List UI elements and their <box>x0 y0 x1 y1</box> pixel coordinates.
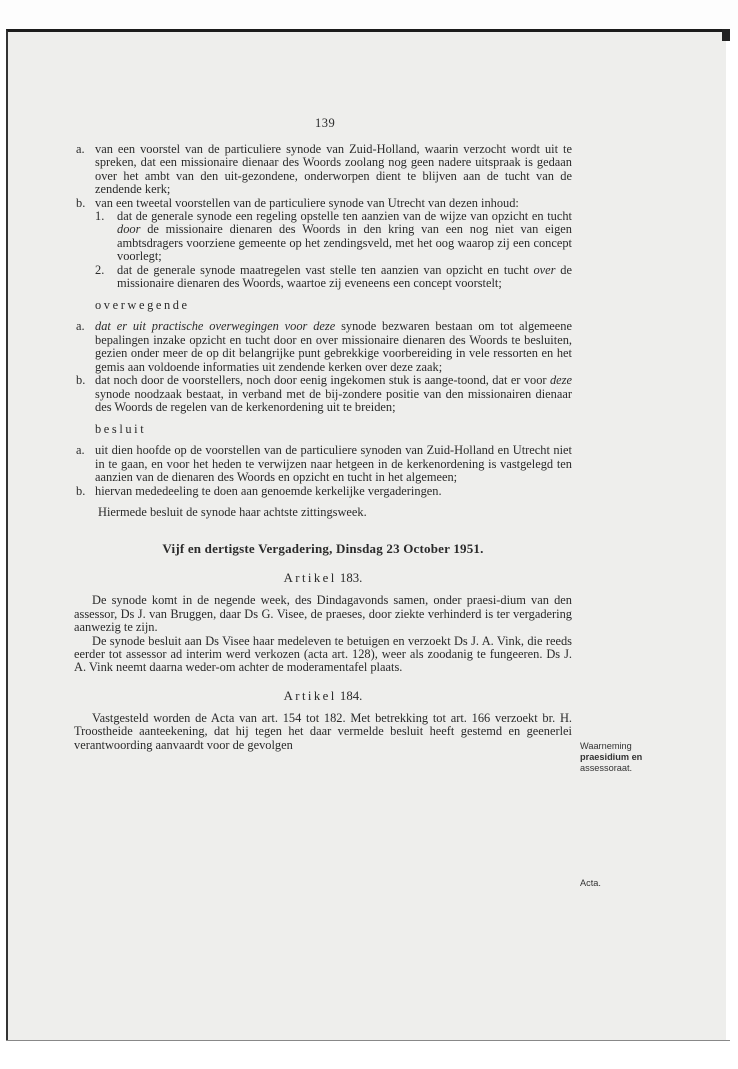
scan-background-bottom <box>6 1040 730 1069</box>
list-item: b. van een tweetal voorstellen van de particuliere synode van Utrecht van dezen inhoud: <box>76 195 519 210</box>
proposals-list <box>74 143 572 752</box>
article-184-heading: Artikel 184. <box>283 688 363 703</box>
list-item: a. dat er uit practische overwegingen voor deze synode bezwaren bestaan om tot algemeene bepalingen inzake opzicht en tucht door en over missionaire dienaren des Woords te besluiten, gezien onder meer de op dit belangrijke punt gebrekkige voorbereiding in vele ressorten en het gemis aan voldoende informaties uit zendende kerken over deze zaak; <box>76 319 572 374</box>
margin-note-183: Waarneming praesidium en assessoraat. <box>580 741 643 773</box>
list-item: a. uit dien hoofde op de voorstellen van de particuliere synoden van Zuid-Holland en Utrecht niet in te gaan, en voor het heden te verwijzen naar hetgeen in de kerkenordening is vastgelegd ten aanzien van de dienaren des Woords en opzicht en tucht in het algemeen; <box>76 443 572 485</box>
article-183-paragraph: De synode besluit aan Ds Visee haar medeleven te betuigen en verzoekt Ds J. A. Vink, die reeds eerder tot assessor ad interim werd verkozen (acta art. 128), weer als zoodanig te fungeeren. Ds J. A. Vink neemt daarna weder-om achter de moderamentafel plaats. <box>74 633 572 675</box>
scan-background-top <box>0 0 738 30</box>
considering-heading: overwegende <box>95 298 190 313</box>
page-edge-shadow <box>722 29 730 41</box>
article-184-paragraph: Vastgesteld worden de Acta van art. 154 tot 182. Met betrekking tot art. 166 verzoekt br. H. Troostheide aanteekening, dat hij tegen het daar vermelde besluit heeft gestemd en geenerlei verantwoording aanvaardt voor de gevolgen <box>74 710 572 752</box>
meeting-heading: Vijf en dertigste Vergadering, Dinsdag 23 October 1951. <box>162 541 484 557</box>
list-item: a. van een voorstel van de particuliere synode van Zuid-Holland, waarin verzocht wordt uit te spreken, dat een missionaire dienaar des Woords zoolang nog geen nadere uitspraak is gedaan over het ambt van den uit-gezondene, onderworpen dient te blijven aan de tucht van de zendende kerk; <box>76 142 572 197</box>
decides-heading: besluit <box>95 422 147 437</box>
margin-note-184: Acta. <box>580 878 601 888</box>
list-item: b. dat noch door de voorstellers, noch door eenig ingekomen stuk is aange-toond, dat er voor deze synode noodzaak bestaat, in verband met de bij-zondere positie van den missionairen dienaar des Woords de regelen van de kerkenordening uit te breiden; <box>76 373 572 414</box>
article-183-paragraph: De synode komt in de negende week, des Dindagavonds samen, onder praesi-dium van den assessor, Ds J. van Bruggen, daar Ds G. Visee, de praeses, door ziekte verhinderd is ter vergadering aanwezig te zijn. <box>74 593 572 635</box>
list-item: b. hiervan mededeeling te doen aan genoemde kerkelijke vergaderingen. <box>76 483 442 498</box>
article-183-heading: Artikel 183. <box>283 571 363 586</box>
sub-list-item: 1. dat de generale synode een regeling opstelle ten aanzien van de wijze van opzicht en tucht door de missionaire dienaren des Woords in den kring van een nog niet van eigen ambtsdragers voorziene gemeente op het zendingsveld, met het oog waarop zij een concept voorlegt; <box>95 209 572 264</box>
page-number: 139 <box>315 116 336 130</box>
sub-list-item: 2. dat de generale synode maatregelen vast stelle ten aanzien van opzicht en tucht over de missionaire dienaren des Woords, waartoe zij eveneens een concept voorstelt; <box>95 262 572 291</box>
closing-line: Hiermede besluit de synode haar achtste zittingsweek. <box>98 504 367 519</box>
